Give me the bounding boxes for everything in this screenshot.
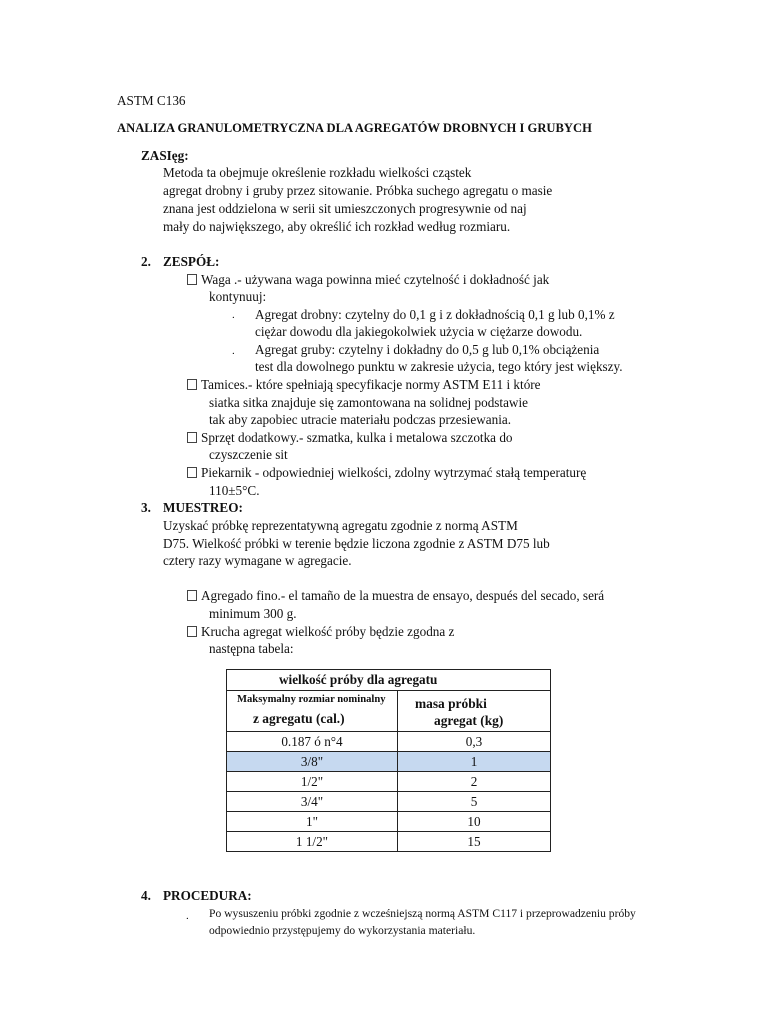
sample-size-table (226, 669, 551, 852)
table-title-row (227, 670, 551, 691)
column-header-size-line2: z agregatu (cal.) (253, 711, 345, 726)
paragraph-line: tak aby zapobiec utracie materiału podczas przesiewania. (209, 412, 512, 427)
bullet-item: Krucha agregat wielkość próby będzie zgodna z (187, 624, 454, 640)
standard-code: ASTM C136 (117, 93, 186, 108)
size-cell: 1 1/2" (227, 832, 398, 852)
column-header-size (227, 691, 398, 732)
paragraph-line: cztery razy wymagane w agregacie. (163, 553, 352, 568)
mass-cell: 15 (398, 832, 551, 852)
table-row (227, 772, 551, 792)
mass-cell: 5 (398, 792, 551, 812)
size-cell: 1" (227, 812, 398, 832)
paragraph-line: Po wysuszeniu próbki zgodnie z wcześniejszą normą ASTM C117 i przeprowadzeniu próby (209, 907, 636, 920)
sub-item-line: Agregat drobny: czytelny do 0,1 g i z dokładnością 0,1 g lub 0,1% z (255, 307, 615, 322)
table-row (227, 812, 551, 832)
paragraph-line: mały do największego, aby określić ich rozkład według rozmiaru. (163, 219, 511, 234)
table-row (227, 792, 551, 812)
bullet-box-icon (187, 467, 197, 478)
paragraph-line: znana jest oddzielona w serii sit umieszczonych progresywnie od naj (163, 201, 527, 216)
bullet-box-icon (187, 274, 197, 285)
sub-item-line: Agregat gruby: czytelny i dokładny do 0,5 g lub 0,1% obciążenia (255, 342, 600, 357)
bullet-item: Waga .- używana waga powinna mieć czytelność i dokładność jak (187, 272, 549, 288)
paragraph-line: czyszczenie sit (209, 447, 288, 462)
mass-cell: 10 (398, 812, 551, 832)
paragraph-line: kontynuuj: (209, 289, 267, 304)
mass-cell: 2 (398, 772, 551, 792)
section-number: 3. (141, 500, 151, 515)
sub-bullet-marker: . (232, 345, 235, 357)
section-number: 2. (141, 254, 151, 269)
paragraph-line: odpowiednio przystępujemy do wykorzystania materiału. (209, 924, 476, 937)
paragraph-line: siatka sitka znajduje się zamontowana na solidnej podstawie (209, 395, 528, 410)
sub-item-line: ciężar dowodu dla jakiegokolwiek użycia w ciężarze dowodu. (255, 324, 583, 339)
table-row (227, 732, 551, 752)
section-heading-sampling: MUESTREO: (163, 500, 243, 515)
bullet-item: Sprzęt dodatkowy.- szmatka, kulka i metalowa szczotka do (187, 430, 513, 446)
mass-cell: 0,3 (398, 732, 551, 752)
bullet-box-icon (187, 379, 197, 390)
paragraph-line: D75. Wielkość próbki w terenie będzie liczona zgodnie z ASTM D75 lub (163, 536, 550, 551)
bullet-box-icon (187, 626, 197, 637)
section-number: 4. (141, 888, 151, 903)
section-heading-equipment: ZESPÓŁ: (163, 254, 220, 269)
paragraph-line: Metoda ta obejmuje określenie rozkładu wielkości cząstek (163, 165, 472, 180)
size-cell: 3/8" (227, 752, 398, 772)
bullet-box-icon (187, 590, 197, 601)
column-header-mass-line1: masa próbki (415, 696, 487, 711)
sub-bullet-marker: . (186, 910, 189, 922)
paragraph-line: Uzyskać próbkę reprezentatywną agregatu zgodnie z normą ASTM (163, 518, 518, 533)
size-cell: 3/4" (227, 792, 398, 812)
paragraph-line: agregat drobny i gruby przez sitowanie. Próbka suchego agregatu o masie (163, 183, 553, 198)
document-title: ANALIZA GRANULOMETRYCZNA DLA AGREGATÓW DROBNYCH I GRUBYCH (117, 121, 592, 135)
bullet-item: Tamices.- które spełniają specyfikacje normy ASTM E11 i które (187, 377, 541, 393)
bullet-item: Piekarnik - odpowiedniej wielkości, zdolny wytrzymać stałą temperaturę (187, 465, 586, 481)
column-header-mass-line2: agregat (kg) (434, 713, 504, 728)
paragraph-line: następna tabela: (209, 641, 294, 656)
bullet-box-icon (187, 432, 197, 443)
sub-bullet-marker: . (232, 309, 235, 321)
column-header-size-line1: Maksymalny rozmiar nominalny (237, 694, 386, 705)
size-cell: 0.187 ó n°4 (227, 732, 398, 752)
table-header-row (227, 691, 551, 732)
mass-cell: 1 (398, 752, 551, 772)
paragraph-line: minimum 300 g. (209, 606, 297, 621)
section-heading-scope: ZASIęg: (141, 148, 189, 163)
size-cell: 1/2" (227, 772, 398, 792)
bullet-item: Agregado fino.- el tamaño de la muestra de ensayo, después del secado, será (187, 588, 604, 604)
sub-item-line: test dla dowolnego punktu w zakresie użycia, tego który jest większy. (255, 359, 623, 374)
column-header-mass (398, 691, 551, 732)
table-row-highlighted (227, 752, 551, 772)
section-heading-procedure: PROCEDURA: (163, 888, 252, 903)
table-row (227, 832, 551, 852)
paragraph-line: 110±5°C. (209, 483, 260, 498)
table-title: wielkość próby dla agregatu (227, 670, 551, 691)
